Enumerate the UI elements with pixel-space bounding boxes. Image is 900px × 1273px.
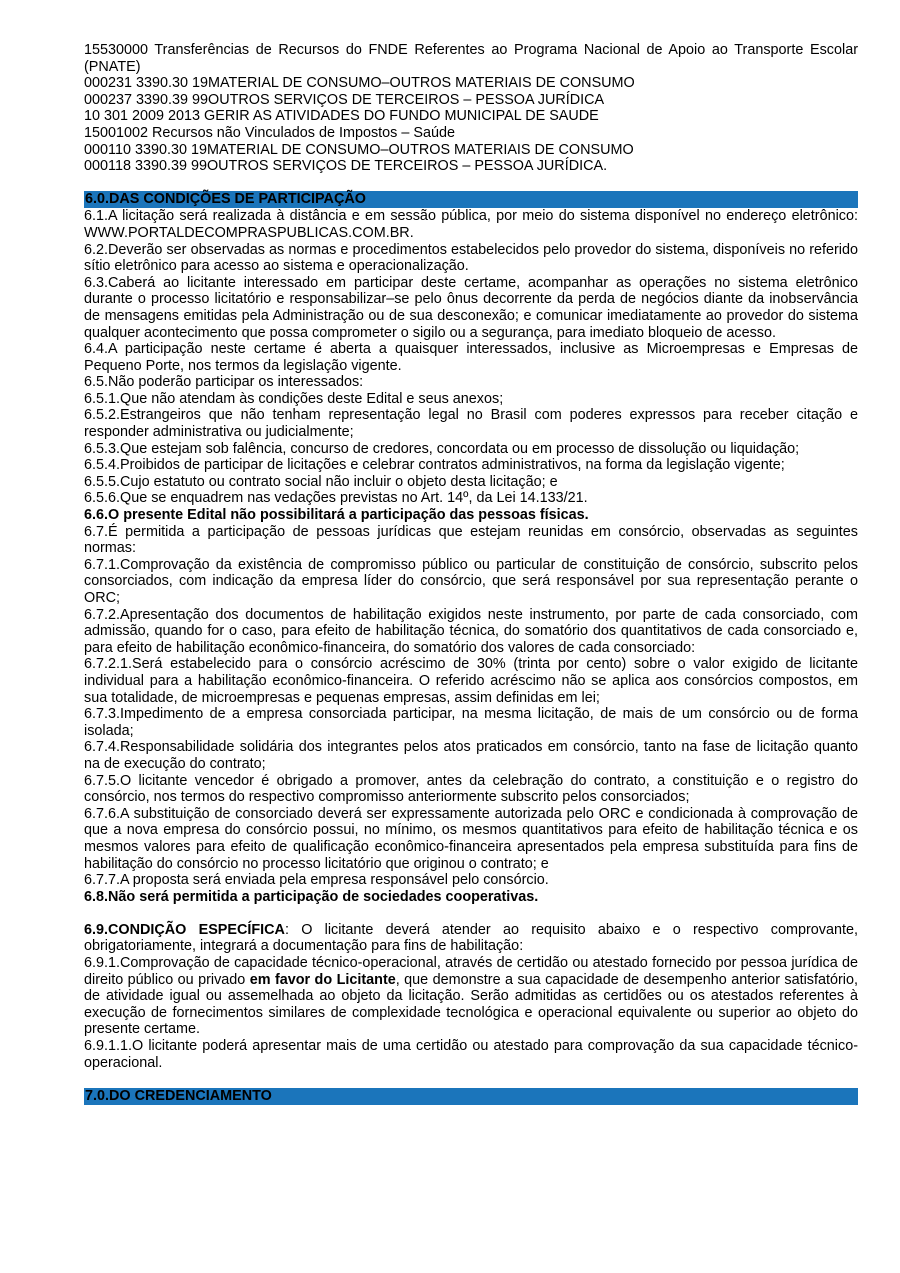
clause-6-9-1-1: 6.9.1.1.O licitante poderá apresentar mais de uma certidão ou atestado para comprovação da sua capacidade técnico-operacional. <box>84 1038 858 1071</box>
clause-6-2: 6.2.Deverão ser observadas as normas e procedimentos estabelecidos pelo provedor do sistema, disponíveis no referido sítio eletrônico para acesso ao sistema e operacionalização. <box>84 241 858 275</box>
clause-6-5-3: 6.5.3.Que estejam sob falência, concurso de credores, concordata ou em processo de dissolução ou liquidação; <box>84 440 800 457</box>
clause-6-7-4: 6.7.4.Responsabilidade solidária dos integrantes pelos atos praticados em consórcio, tanto na fase de licitação quanto na de execução do contrato; <box>84 739 858 772</box>
clause-6-8: 6.8.Não será permitida a participação de sociedades cooperativas. <box>84 888 539 905</box>
budget-line-6: 000110 3390.30 19MATERIAL DE CONSUMO–OUTROS MATERIAIS DE CONSUMO <box>84 141 634 158</box>
spacer <box>84 175 858 192</box>
clause-6-5-1: 6.5.1.Que não atendam às condições deste Edital e seus anexos; <box>84 390 504 407</box>
clause-6-6: 6.6.O presente Edital não possibilitará a participação das pessoas físicas. <box>84 507 589 524</box>
clause-6-3: 6.3.Caberá ao licitante interessado em participar deste certame, acompanhar as operações no sistema eletrônico durante o processo licitatório e responsabilizar–se pelo ônus decorrente da perda de negócios diante da inobservância de mensagens emitidas pela Administração ou de sua desconexão; e comunicar imediatamente ao provedor do sistema qualquer acontecimento que possa comprometer o sigilo ou a segurança, para imediato bloqueio de acesso. <box>84 274 858 341</box>
clause-6-9-label: 6.9.CONDIÇÃO ESPECÍFICA <box>84 921 285 938</box>
clause-6-9-text: : O licitante deverá atender ao requisito abaixo e o respectivo comprovante, obrigatoriamente, integrará a documentação para fins de habilitação: <box>84 921 858 955</box>
clause-6-9-1-part-b: , que demonstre a sua capacidade de desempenho anterior satisfatório, de atividade igual ou assemelhada ao objeto da licitação. Serão admitidas as certidões ou os atestados referentes à execução de fornecimentos similares de complexidade tecnológica e operacional equivalente ou superior ao objeto do presente certame. <box>84 971 858 1038</box>
clause-6-5: 6.5.Não poderão participar os interessados: <box>84 374 364 391</box>
clause-6-1: 6.1.A licitação será realizada à distância e em sessão pública, por meio do sistema disponível no endereço eletrônico: WWW.PORTALDECOMPRASPUBLICAS.COM.BR. <box>84 208 858 241</box>
section-header-7: 7.0.DO CREDENCIAMENTO <box>84 1088 858 1105</box>
clause-6-9-1-bold: em favor do Licitante <box>249 971 396 988</box>
clause-6-5-6: 6.5.6.Que se enquadrem nas vedações previstas no Art. 14º, da Lei 14.133/21. <box>84 490 588 507</box>
spacer <box>84 905 858 922</box>
clause-6-9 <box>84 922 858 955</box>
budget-line-3: 000237 3390.39 99OUTROS SERVIÇOS DE TERCEIROS – PESSOA JURÍDICA <box>84 91 605 108</box>
clause-6-7-2-1: 6.7.2.1.Será estabelecido para o consórcio acréscimo de 30% (trinta por cento) sobre o valor exigido de licitante individual para a habilitação econômico-financeira. O referido acréscimo não se aplica aos consórcios compostos, em sua totalidade, de microempresas e pequenas empresas, assim definidas em lei; <box>84 656 858 706</box>
budget-line-7: 000118 3390.39 99OUTROS SERVIÇOS DE TERCEIROS – PESSOA JURÍDICA. <box>84 158 608 175</box>
clause-6-5-4: 6.5.4.Proibidos de participar de licitações e celebrar contratos administrativos, na forma da legislação vigente; <box>84 457 785 474</box>
section-header-6: 6.0.DAS CONDIÇÕES DE PARTICIPAÇÃO <box>84 191 858 208</box>
clause-6-9-1 <box>84 955 858 1038</box>
budget-line-1: 15530000 Transferências de Recursos do FNDE Referentes ao Programa Nacional de Apoio ao Transporte Escolar (PNATE) <box>84 42 858 75</box>
clause-6-7-5: 6.7.5.O licitante vencedor é obrigado a promover, antes da celebração do contrato, a constituição e o registro do consórcio, nos termos do respectivo compromisso anteriormente subscrito pelos consorciados; <box>84 772 858 806</box>
clause-6-5-5: 6.5.5.Cujo estatuto ou contrato social não incluir o objeto desta licitação; e <box>84 473 558 490</box>
clause-6-7-2: 6.7.2.Apresentação dos documentos de habilitação exigidos neste instrumento, por parte de cada consorciado, com admissão, quando for o caso, para efeito de habilitação técnica, do somatório dos quantitativos de cada consorciado e, para efeito de habilitação econômico-financeira, do somatório dos valores de cada consorciado: <box>84 606 858 656</box>
clause-6-7-3: 6.7.3.Impedimento de a empresa consorciada participar, na mesma licitação, de mais de um consórcio ou de forma isolada; <box>84 706 858 739</box>
clause-6-7-7: 6.7.7.A proposta será enviada pela empresa responsável pelo consórcio. <box>84 872 549 889</box>
clause-6-7: 6.7.É permitida a participação de pessoas jurídicas que estejam reunidas em consórcio, observadas as seguintes normas: <box>84 523 858 557</box>
clause-6-7-6: 6.7.6.A substituição de consorciado deverá ser expressamente autorizada pelo ORC e condicionada à comprovação de que a nova empresa do consórcio possui, no mínimo, os mesmos quantitativos para efeito de habilitação técnica e os mesmos valores para efeito de qualificação econômico-financeira apresentados pela empresa substituída para fins de habilitação do consórcio no processo licitatório que originou o contrato; e <box>84 805 858 872</box>
document-content <box>84 42 858 1105</box>
budget-line-5: 15001002 Recursos não Vinculados de Impostos – Saúde <box>84 124 455 141</box>
budget-line-2: 000231 3390.30 19MATERIAL DE CONSUMO–OUTROS MATERIAIS DE CONSUMO <box>84 75 635 92</box>
budget-line-4: 10 301 2009 2013 GERIR AS ATIVIDADES DO FUNDO MUNICIPAL DE SAUDE <box>84 108 599 125</box>
clause-6-9-1-part-a: 6.9.1.Comprovação de capacidade técnico-operacional, através de certidão ou atestado fornecido por pessoa jurídica de direito público ou privado <box>84 955 858 988</box>
clause-6-7-1: 6.7.1.Comprovação da existência de compromisso público ou particular de constituição de consórcio, subscrito pelos consorciados, com indicação da empresa líder do consórcio, que será responsável por sua representação perante o ORC; <box>84 556 858 606</box>
spacer <box>84 1071 858 1088</box>
clause-6-4: 6.4.A participação neste certame é aberta a quaisquer interessados, inclusive as Microempresas e Empresas de Pequeno Porte, nos termos da legislação vigente. <box>84 341 858 374</box>
clause-6-5-2: 6.5.2.Estrangeiros que não tenham representação legal no Brasil com poderes expressos para receber citação e responder administrativa ou judicialmente; <box>84 407 858 441</box>
